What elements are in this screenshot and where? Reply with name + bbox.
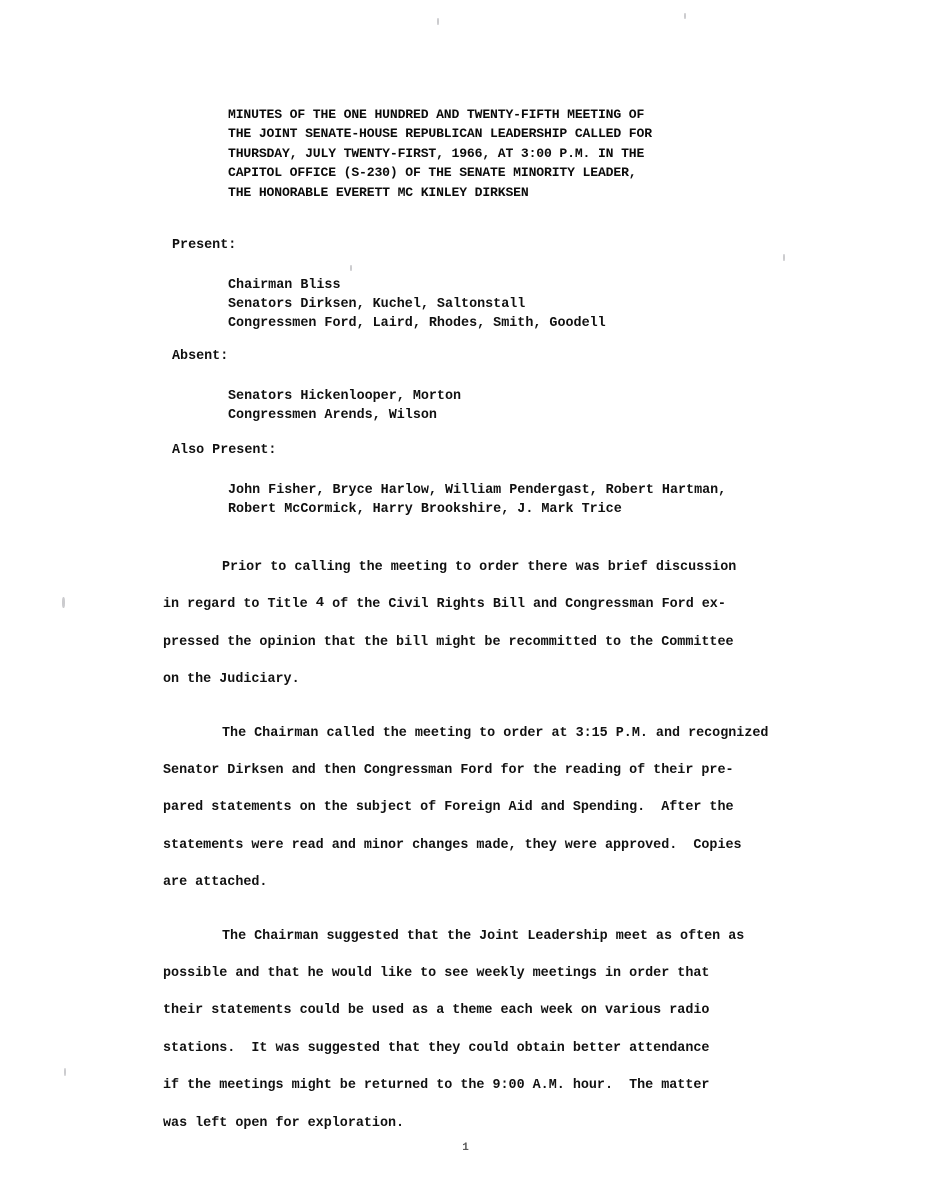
present-attendee-list (228, 276, 848, 334)
scan-artifact (684, 13, 686, 19)
absent-section-label: Absent: (172, 349, 229, 364)
present-section-label: Present: (172, 238, 237, 253)
attendee-line: Robert McCormick, Harry Brookshire, J. Mark Trice (228, 502, 622, 518)
attendee-line: Senators Hickenlooper, Morton (228, 389, 462, 404)
header-line: CAPITOL OFFICE (S-230) OF THE SENATE MINORITY LEADER, (228, 165, 637, 181)
body-line: are attached. (163, 875, 268, 891)
minutes-header (228, 105, 748, 202)
scan-artifact (350, 265, 352, 271)
header-line: THE HONORABLE EVERETT MC KINLEY DIRKSEN (228, 184, 529, 200)
attendee-line: Chairman Bliss (228, 278, 341, 293)
body-line: The Chairman called the meeting to order at 3:15 P.M. and recognized (222, 725, 769, 741)
body-line: Prior to calling the meeting to order there was brief discussion (222, 560, 737, 575)
absent-attendee-list (228, 387, 848, 425)
body-paragraph (163, 918, 853, 1142)
also-present-section-label: Also Present: (172, 443, 277, 458)
raised-numeral: 4 (315, 594, 325, 611)
body-line: their statements could be used as a theme each week on various radio (163, 1003, 710, 1019)
header-line: MINUTES OF THE ONE HUNDRED AND TWENTY-FIFTH MEETING OF (228, 107, 645, 122)
scan-artifact (64, 1068, 66, 1076)
body-line: statements were read and minor changes made, they were approved. Copies (163, 837, 742, 853)
page-number: 1 (462, 1142, 469, 1154)
also-present-attendee-list (228, 481, 848, 519)
scan-artifact (783, 254, 785, 261)
body-paragraph (163, 715, 853, 902)
attendee-line: Congressmen Ford, Laird, Rhodes, Smith, Goodell (228, 316, 606, 332)
attendee-line: Senators Dirksen, Kuchel, Saltonstall (228, 297, 526, 313)
body-line: Senator Dirksen and then Congressman Ford for the reading of their pre- (163, 763, 734, 779)
attendee-line: Congressmen Arends, Wilson (228, 408, 437, 424)
body-line: pared statements on the subject of Foreign Aid and Spending. After the (163, 800, 734, 816)
body-line: stations. It was suggested that they could obtain better attendance (163, 1040, 710, 1056)
scan-artifact (62, 597, 65, 608)
body-line: possible and that he would like to see weekly meetings in order that (163, 966, 710, 982)
body-line: in regard to Title 4 of the Civil Rights Bill and Congressman Ford ex- (163, 594, 726, 613)
body-line: The Chairman suggested that the Joint Leadership meet as often as (222, 928, 745, 944)
body-line: was left open for exploration. (163, 1115, 405, 1131)
body-line: pressed the opinion that the bill might be recommitted to the Committee (163, 634, 734, 650)
attendee-line: John Fisher, Bryce Harlow, William Pendergast, Robert Hartman, (228, 483, 727, 498)
header-line: THURSDAY, JULY TWENTY-FIRST, 1966, AT 3:00 P.M. IN THE (228, 145, 645, 161)
body-line: if the meetings might be returned to the 9:00 A.M. hour. The matter (163, 1078, 710, 1094)
header-line: THE JOINT SENATE-HOUSE REPUBLICAN LEADERSHIP CALLED FOR (228, 126, 652, 142)
body-paragraph (163, 549, 853, 699)
body-line: on the Judiciary. (163, 672, 300, 688)
minutes-body (163, 549, 853, 1142)
scan-artifact (437, 18, 439, 25)
